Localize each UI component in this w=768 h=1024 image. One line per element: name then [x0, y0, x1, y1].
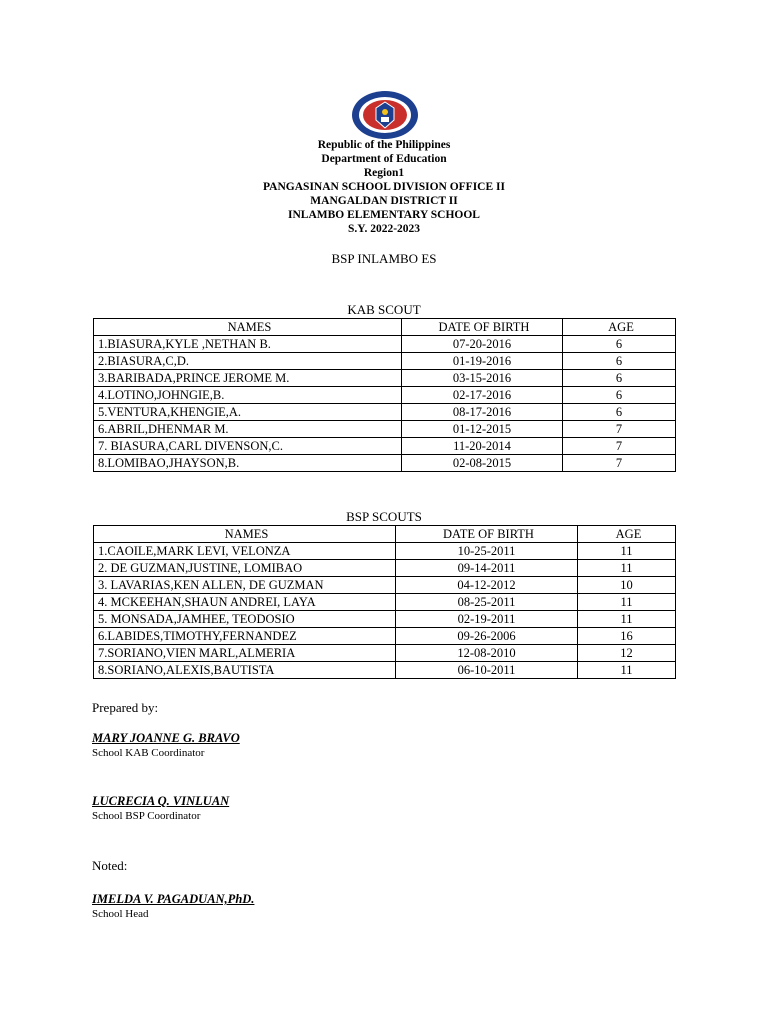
age-cell: 10	[578, 577, 676, 594]
dob-cell: 04-12-2012	[396, 577, 578, 594]
table-row	[94, 577, 676, 594]
dob-cell: 12-08-2010	[396, 645, 578, 662]
noted-label: Noted:	[92, 858, 128, 873]
header-line-district: MANGALDAN DISTRICT II	[310, 195, 458, 207]
dob-cell: 08-25-2011	[396, 594, 578, 611]
signatory-school-head	[92, 892, 254, 920]
age-cell: 7	[563, 438, 676, 455]
header-line-school-year: S.Y. 2022-2023	[347, 223, 421, 235]
age-cell: 11	[578, 560, 676, 577]
name-cell: 5. MONSADA,JAMHEE, TEODOSIO	[94, 611, 396, 628]
age-cell: 11	[578, 543, 676, 560]
table-row	[94, 455, 676, 472]
signatory-name: IMELDA V. PAGADUAN,PhD.	[92, 892, 255, 906]
column-header-date-of-birth: DATE OF BIRTH	[396, 526, 578, 543]
name-cell: 1.CAOILE,MARK LEVI, VELONZA	[94, 543, 396, 560]
name-cell: 7. BIASURA,CARL DIVENSON,C.	[94, 438, 402, 455]
table-header-row	[94, 319, 676, 336]
table-row	[94, 404, 676, 421]
signatory-name: LUCRECIA Q. VINLUAN	[92, 794, 230, 808]
table-row	[94, 594, 676, 611]
header-line-republic: Republic of the Philippines	[317, 139, 451, 151]
age-cell: 6	[563, 353, 676, 370]
name-cell: 6.LABIDES,TIMOTHY,FERNANDEZ	[94, 628, 396, 645]
table-row	[94, 370, 676, 387]
age-cell: 11	[578, 594, 676, 611]
age-cell: 6	[563, 404, 676, 421]
age-cell: 7	[563, 455, 676, 472]
column-header-age: AGE	[578, 526, 676, 543]
dob-cell: 01-12-2015	[402, 421, 563, 438]
name-cell: 5.VENTURA,KHENGIE,A.	[94, 404, 402, 421]
signatory-role: School BSP Coordinator	[92, 810, 201, 822]
table-row	[94, 353, 676, 370]
signatory-role: School KAB Coordinator	[92, 747, 205, 759]
table-row	[94, 387, 676, 404]
name-cell: 8.LOMIBAO,JHAYSON,B.	[94, 455, 402, 472]
bsp-scouts-title: BSP SCOUTS	[346, 509, 422, 524]
table-row	[94, 560, 676, 577]
dob-cell: 02-19-2011	[396, 611, 578, 628]
age-cell: 11	[578, 662, 676, 679]
name-cell: 2.BIASURA,C,D.	[94, 353, 402, 370]
signatory-kab-coordinator	[92, 731, 240, 759]
name-cell: 8.SORIANO,ALEXIS,BAUTISTA	[94, 662, 396, 679]
document-title: BSP INLAMBO ES	[331, 251, 437, 266]
signatory-role: School Head	[92, 908, 149, 920]
age-cell: 6	[563, 370, 676, 387]
dob-cell: 01-19-2016	[402, 353, 563, 370]
age-cell: 6	[563, 387, 676, 404]
name-cell: 3. LAVARIAS,KEN ALLEN, DE GUZMAN	[94, 577, 396, 594]
table-row	[94, 628, 676, 645]
column-header-names: NAMES	[94, 319, 402, 336]
kab-scout-title: KAB SCOUT	[347, 302, 421, 317]
table-row	[94, 336, 676, 353]
column-header-date-of-birth: DATE OF BIRTH	[402, 319, 563, 336]
table-row	[94, 645, 676, 662]
dob-cell: 11-20-2014	[402, 438, 563, 455]
dob-cell: 02-08-2015	[402, 455, 563, 472]
age-cell: 7	[563, 421, 676, 438]
kab-scout-table	[93, 318, 676, 472]
bsp-scouts-table	[93, 525, 676, 679]
table-row	[94, 421, 676, 438]
age-cell: 11	[578, 611, 676, 628]
table-row	[94, 543, 676, 560]
name-cell: 4. MCKEEHAN,SHAUN ANDREI, LAYA	[94, 594, 396, 611]
header-line-department: Department of Education	[321, 153, 447, 165]
name-cell: 4.LOTINO,JOHNGIE,B.	[94, 387, 402, 404]
age-cell: 6	[563, 336, 676, 353]
dob-cell: 09-26-2006	[396, 628, 578, 645]
dob-cell: 09-14-2011	[396, 560, 578, 577]
name-cell: 1.BIASURA,KYLE ,NETHAN B.	[94, 336, 402, 353]
column-header-age: AGE	[563, 319, 676, 336]
table-row	[94, 611, 676, 628]
dob-cell: 10-25-2011	[396, 543, 578, 560]
column-header-names: NAMES	[94, 526, 396, 543]
age-cell: 12	[578, 645, 676, 662]
header-line-division: PANGASINAN SCHOOL DIVISION OFFICE II	[263, 181, 505, 193]
name-cell: 6.ABRIL,DHENMAR M.	[94, 421, 402, 438]
table-row	[94, 438, 676, 455]
name-cell: 2. DE GUZMAN,JUSTINE, LOMIBAO	[94, 560, 396, 577]
dob-cell: 03-15-2016	[402, 370, 563, 387]
dob-cell: 02-17-2016	[402, 387, 563, 404]
table-header-row	[94, 526, 676, 543]
dob-cell: 07-20-2016	[402, 336, 563, 353]
name-cell: 3.BARIBADA,PRINCE JEROME M.	[94, 370, 402, 387]
prepared-by-label: Prepared by:	[92, 700, 159, 715]
deped-seal-logo	[350, 90, 420, 140]
signatory-bsp-coordinator	[92, 794, 229, 822]
signatory-name: MARY JOANNE G. BRAVO	[92, 731, 240, 745]
document-header	[0, 138, 768, 236]
header-line-region: Region1	[363, 167, 405, 179]
dob-cell: 08-17-2016	[402, 404, 563, 421]
header-line-school: INLAMBO ELEMENTARY SCHOOL	[288, 209, 480, 221]
dob-cell: 06-10-2011	[396, 662, 578, 679]
age-cell: 16	[578, 628, 676, 645]
table-row	[94, 662, 676, 679]
name-cell: 7.SORIANO,VIEN MARL,ALMERIA	[94, 645, 396, 662]
